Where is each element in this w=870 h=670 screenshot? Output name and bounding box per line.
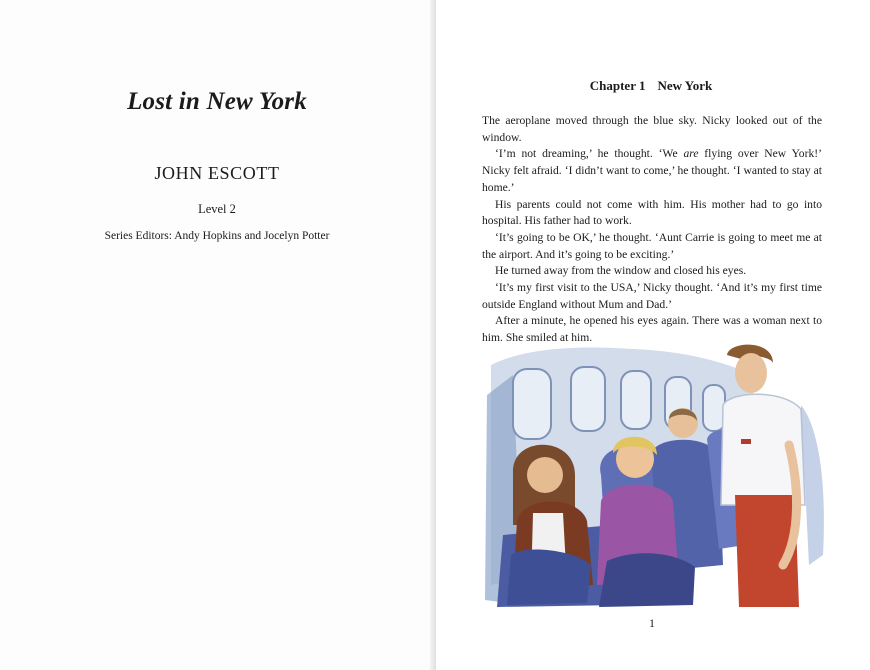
paragraph-text: ‘I’m not dreaming,’ he thought. ‘We	[495, 147, 684, 161]
paragraph: His parents could not come with him. His mother had to go into hospital. His father had to work.	[482, 197, 822, 228]
paragraph: ‘It’s going to be OK,’ he thought. ‘Aunt Carrie is going to meet me at the airport. And it’s going to be exciting.’	[482, 230, 822, 261]
paragraph: ‘It’s my first visit to the USA,’ Nicky thought. ‘And it’s my first time outside England without Mum and Dad.’	[482, 281, 822, 311]
paragraph	[482, 146, 822, 196]
left-page	[0, 0, 434, 670]
paragraph: After a minute, he opened his eyes again. There was a woman next to him. She smiled at him.	[482, 314, 822, 345]
chapter-body	[482, 113, 822, 347]
chapter-label: Chapter 1	[589, 78, 646, 93]
series-editors: Series Editors: Andy Hopkins and Jocelyn Potter	[104, 230, 330, 242]
chapter-title: New York	[657, 78, 713, 93]
airplane-cabin-illustration	[483, 335, 829, 612]
chapter-heading	[482, 78, 820, 94]
author-name: JOHN ESCOTT	[154, 163, 280, 183]
emphasis-text: are	[683, 147, 699, 161]
paragraph: The aeroplane moved through the blue sky. Nicky looked out of the window.	[482, 114, 822, 144]
paragraph-text: flying over New York!’ Nicky felt afraid. ‘I didn’t want to come,’ he thought. ‘I wanted to stay at home.’	[482, 147, 822, 194]
paragraph: He turned away from the window and closed his eyes.	[495, 264, 747, 278]
book-title: Lost in New York	[127, 88, 307, 115]
level-label: Level 2	[198, 202, 236, 216]
page-number: 1	[649, 616, 655, 630]
